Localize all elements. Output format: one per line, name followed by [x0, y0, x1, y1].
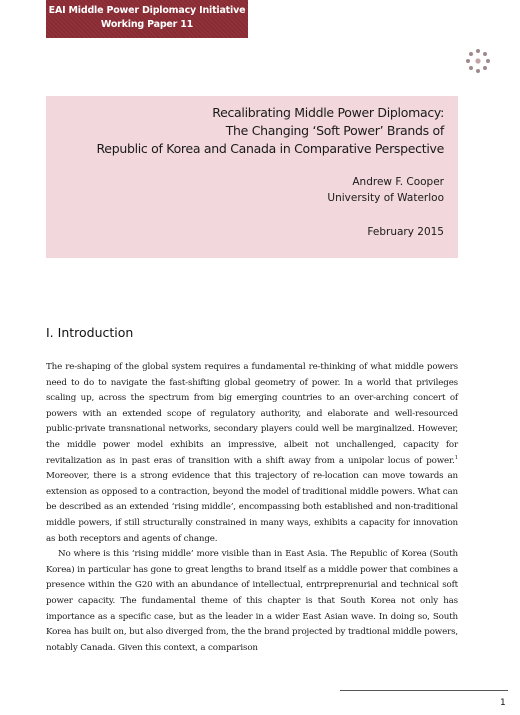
series-header-banner — [46, 0, 248, 38]
footnote-marker[interactable]: 1 — [454, 454, 458, 461]
dotted-circle-logo-icon — [464, 47, 492, 75]
paper-title-line-1: Recalibrating Middle Power Diplomacy: — [212, 105, 444, 120]
author-name: Andrew F. Cooper — [352, 176, 444, 188]
paragraph-1 — [46, 360, 458, 547]
footer-rule — [340, 690, 508, 691]
title-block — [46, 96, 458, 258]
page-number: 1 — [500, 698, 506, 708]
publication-date: February 2015 — [367, 226, 444, 238]
paper-title-line-3: Republic of Korea and Canada in Comparative Perspective — [96, 141, 444, 156]
paragraph-2: No where is this ‘rising middle’ more visible than in East Asia. The Republic of Korea (South Korea) in particular has gone to great lengths to brand itself as a middle power that combines a presence within the G20 with an abundance of intellectual, entrpreprenurial and technical soft power capacity. The fundamental theme of this chapter is that South Korea not only has importance as a specific case, but as the leader in a wider East Asian wave. In doing so, South Korea has built on, but also diverged from, the the brand projected by tradtional middle powers, notably Canada. Given this context, a comparison — [46, 549, 458, 653]
paper-title-line-2: The Changing ‘Soft Power’ Brands of — [225, 123, 444, 138]
paragraph-1-text-b: Moreover, there is a strong evidence that this trajectory of re-location can move towards an extension as opposed to a contraction, beyond the model of traditional middle powers. What can be described as an extended ‘rising middle’, encompassing both established and non-traditional middle powers, if still structurally constrained in many ways, exhibits a capacity for innovation as both receptors and agents of change. — [46, 471, 458, 544]
body-text — [46, 360, 458, 656]
working-paper-number: Working Paper 11 — [100, 19, 194, 30]
section-heading: I. Introduction — [46, 325, 134, 340]
author-affiliation: University of Waterloo — [327, 192, 444, 204]
paragraph-1-text-a: The re-shaping of the global system requires a fundamental re-thinking of what middle powers need to do to navigate the fast-shifting global geometry of power. In a world that privileges scaling up, across the spectrum from big emerging countries to an over-arching concert of powers with an extended scope of regulatory authority, and elaborate and well-resourced public-private transnational networks, secondary players could well be marginalized. However, the middle power model exhibits an impressive, albeit not unchallenged, capacity for revitalization as in past eras of transition with a shift away from a unipolar locus of power. — [46, 362, 458, 466]
series-name: EAI Middle Power Diplomacy Initiative — [48, 5, 246, 16]
